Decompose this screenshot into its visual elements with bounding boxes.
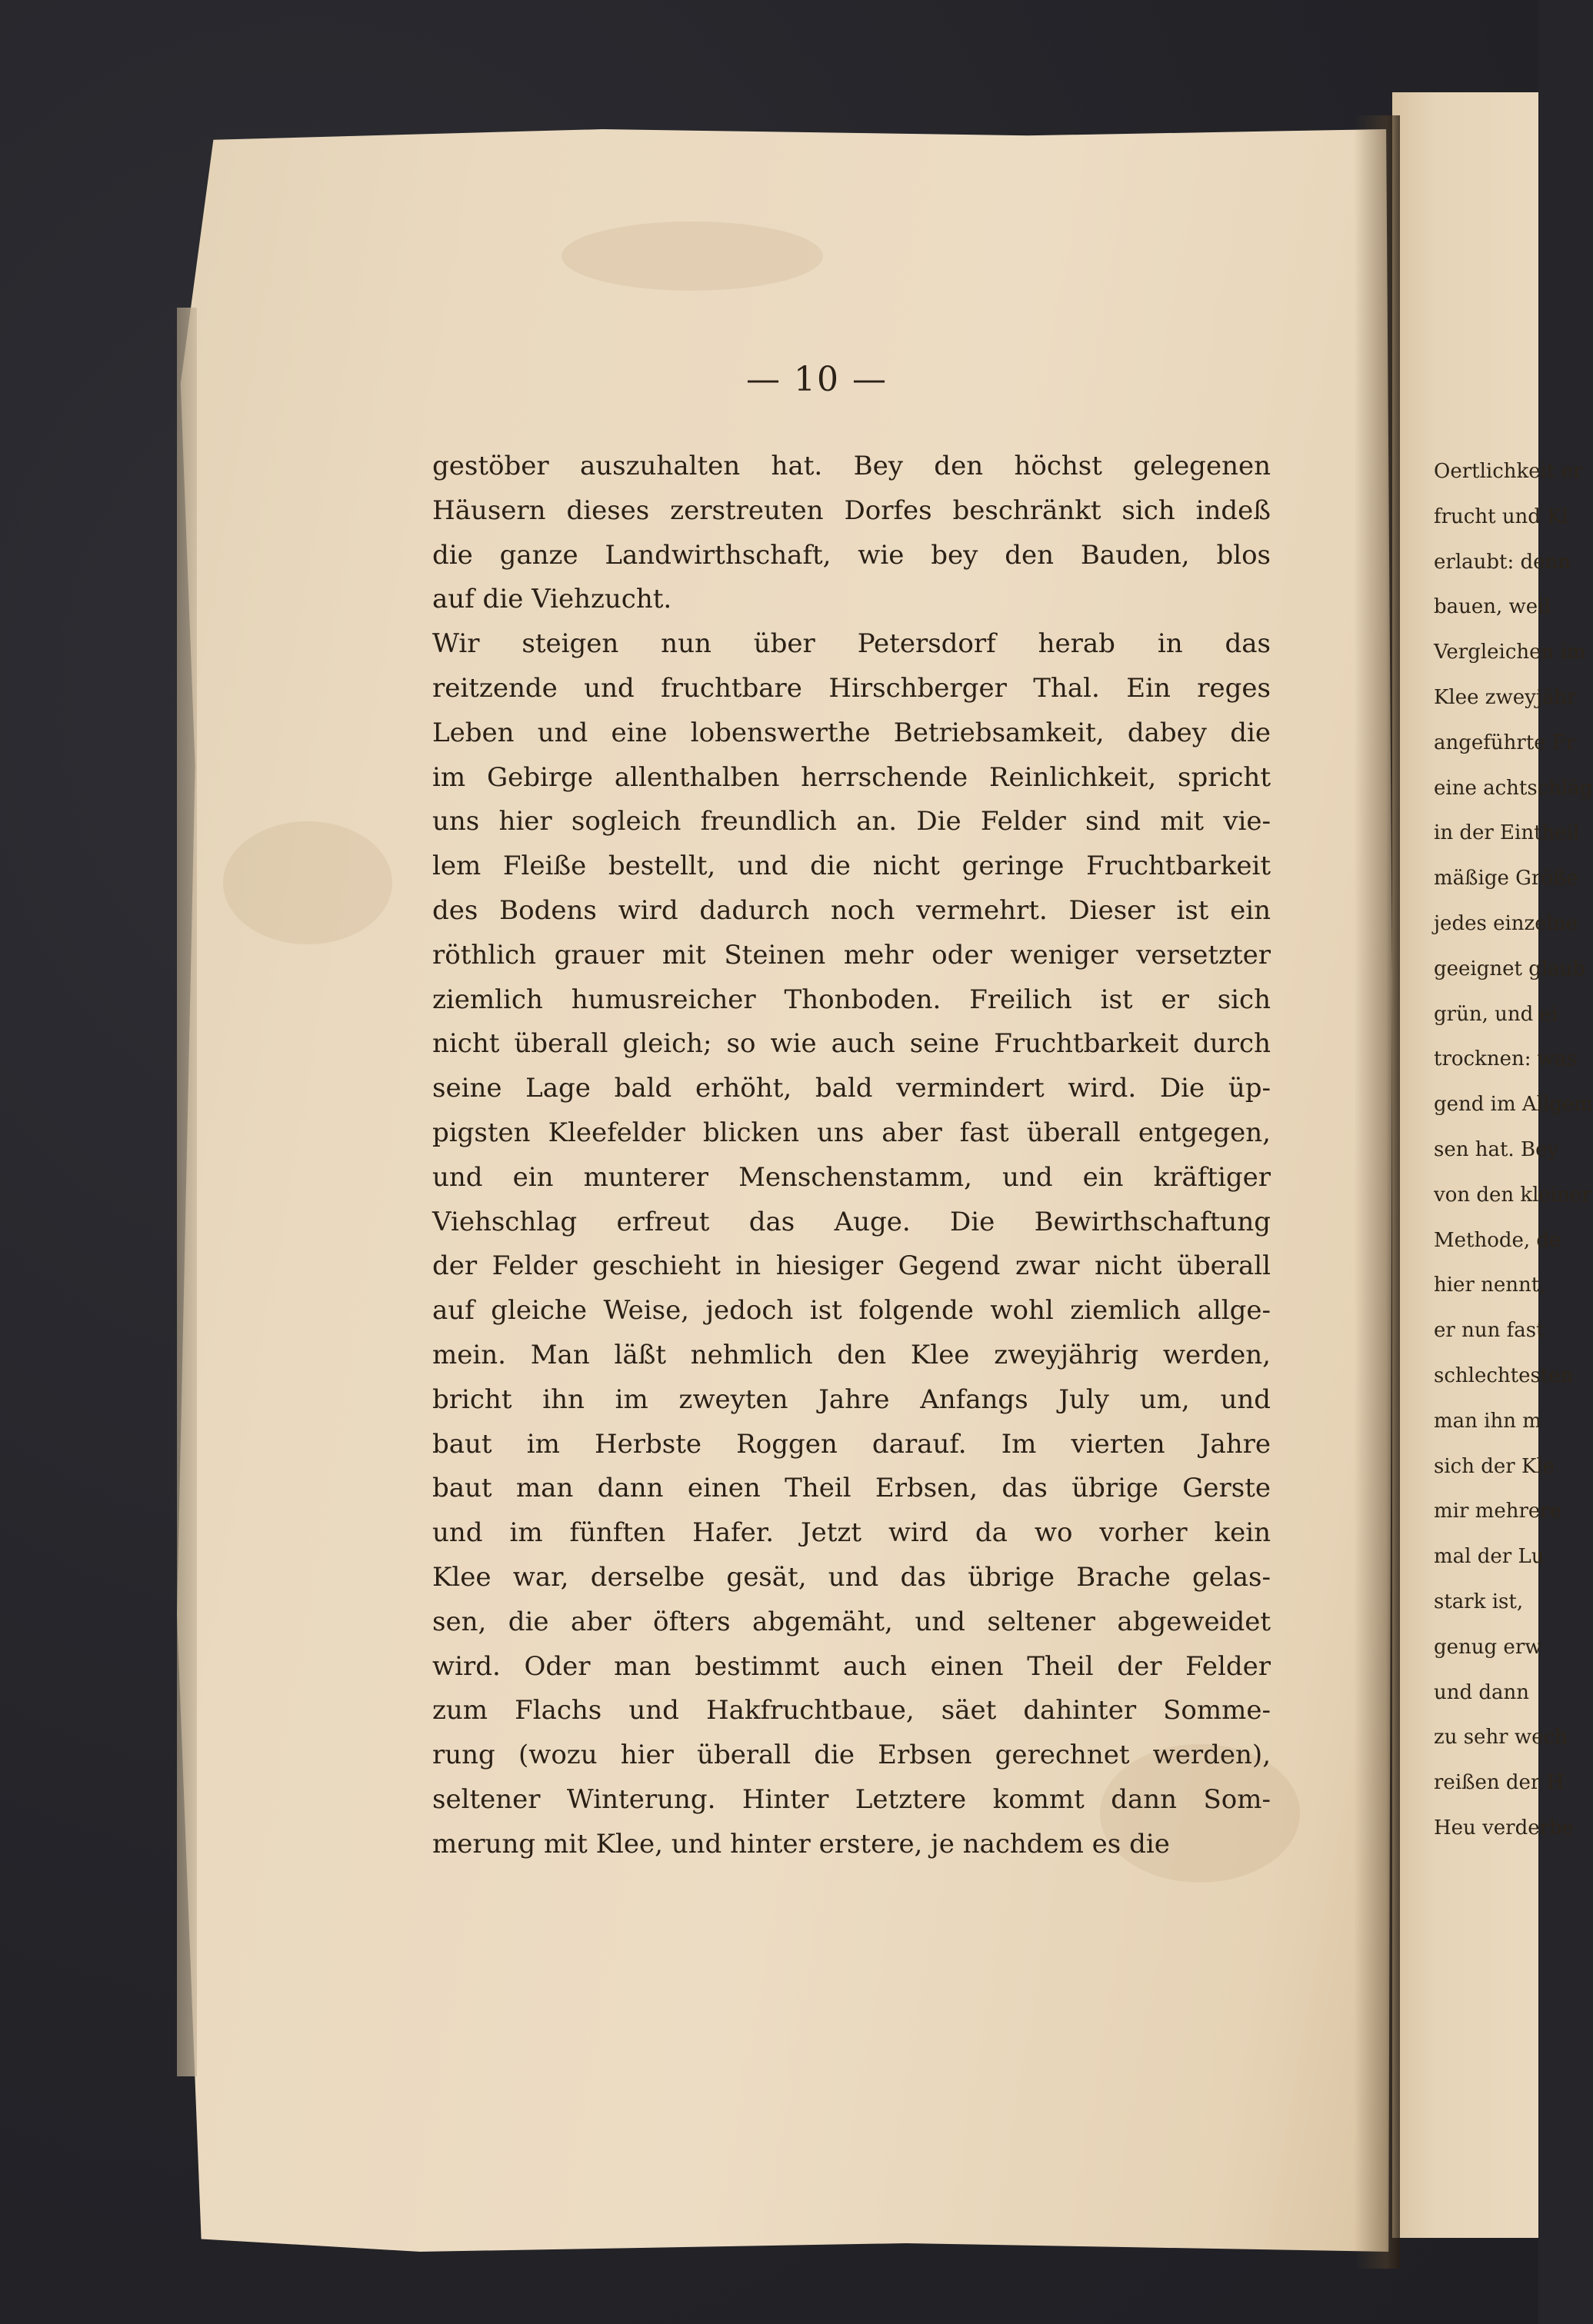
- text-line: reitzende und fruchtbare Hirschberger Thal. Ein reges: [432, 672, 1271, 704]
- facing-text-line: Klee zweyjähr: [1434, 686, 1577, 709]
- text-line: Wir steigen nun über Petersdorf herab in das: [432, 628, 1271, 660]
- facing-text-line: schlechtesten: [1434, 1364, 1574, 1387]
- text-line: zum Flachs und Hakfruchtbaue, säet dahinter Somme-: [432, 1695, 1271, 1726]
- facing-text-line: eine achtschläg: [1434, 776, 1593, 800]
- facing-text-line: Heu verderbe: [1434, 1816, 1575, 1840]
- text-line: nicht überall gleich; so wie auch seine Fruchtbarkeit durch: [432, 1028, 1271, 1060]
- facing-text-line: genug erw: [1434, 1635, 1542, 1659]
- facing-text-line: mal der Lu: [1434, 1545, 1545, 1569]
- text-line: auf die Viehzucht.: [432, 584, 672, 615]
- facing-text-line: gend im Allgem: [1434, 1093, 1593, 1117]
- text-line: röthlich grauer mit Steinen mehr oder weniger versetzter: [432, 939, 1271, 971]
- text-line: uns hier sogleich freundlich an. Die Felder sind mit vie-: [432, 806, 1271, 837]
- text-line: und im fünften Hafer. Jetzt wird da wo vorher kein: [432, 1517, 1271, 1549]
- text-line: ziemlich humusreicher Thonboden. Freilich ist er sich: [432, 984, 1271, 1015]
- page-number: — 10 —: [746, 360, 888, 399]
- text-line: baut im Herbste Roggen darauf. Im vierten Jahre: [432, 1428, 1271, 1460]
- text-line: auf gleiche Weise, jedoch ist folgende wohl ziemlich allge-: [432, 1295, 1271, 1327]
- text-line: des Bodens wird dadurch noch vermehrt. Dieser ist ein: [432, 894, 1271, 926]
- text-line: der Felder geschieht in hiesiger Gegend zwar nicht überall: [432, 1250, 1271, 1282]
- body-text: [432, 444, 1271, 1867]
- text-line: merung mit Klee, und hinter erstere, je nachdem es die: [432, 1828, 1170, 1860]
- text-line: seltener Winterung. Hinter Letztere kommt dann Som-: [432, 1783, 1271, 1815]
- facing-text-line: frucht und Kl: [1434, 504, 1568, 528]
- facing-text-line: jedes einzelne: [1434, 912, 1578, 935]
- page-edge: [177, 308, 197, 2076]
- text-line: mein. Man läßt nehmlich den Klee zweyjährig werden,: [432, 1339, 1271, 1370]
- facing-text-line: von den kleiner: [1434, 1183, 1591, 1207]
- facing-text-line: Oertlichkeit er: [1434, 460, 1583, 483]
- text-line: bricht ihn im zweyten Jahre Anfangs July um, und: [432, 1383, 1271, 1415]
- facing-text-line: geeignet glaub: [1434, 957, 1586, 981]
- facing-text-line: Vergleichen im: [1434, 641, 1586, 664]
- text-line: im Gebirge allenthalben herrschende Reinlichkeit, spricht: [432, 761, 1271, 793]
- facing-text-line: sich der Kle: [1434, 1454, 1555, 1478]
- text-line: Leben und eine lobenswerthe Betriebsamkeit, dabey die: [432, 717, 1271, 748]
- text-line: und ein munterer Menschenstamm, und ein kräftiger: [432, 1161, 1271, 1193]
- text-line: rung (wozu hier überall die Erbsen gerechnet werden),: [432, 1740, 1271, 1771]
- facing-text-line: mäßige Größe: [1434, 867, 1578, 891]
- text-line: pigsten Kleefelder blicken uns aber fast überall entgegen,: [432, 1117, 1271, 1148]
- paper-stain: [562, 221, 823, 291]
- facing-text-line: sen hat. Bey: [1434, 1138, 1559, 1161]
- text-line: lem Fleiße bestellt, und die nicht geringe Fruchtbarkeit: [432, 851, 1271, 882]
- text-line: Viehschlag erfreut das Auge. Die Bewirthschaftung: [432, 1206, 1271, 1237]
- text-line: Häusern dieses zerstreuten Dorfes beschränkt sich indeß: [432, 494, 1271, 526]
- facing-text-line: und dann: [1434, 1680, 1530, 1704]
- facing-text-line: erlaubt: denn: [1434, 550, 1571, 574]
- facing-text-line: er nun fast: [1434, 1319, 1545, 1343]
- facing-text-line: Methode, de: [1434, 1228, 1561, 1252]
- book-spine-shadow: [1354, 115, 1400, 2269]
- text-line: die ganze Landwirthschaft, wie bey den Bauden, blos: [432, 539, 1271, 571]
- text-line: Klee war, derselbe gesät, und das übrige Brache gelas-: [432, 1561, 1271, 1593]
- text-line: seine Lage bald erhöht, bald vermindert wird. Die üp-: [432, 1073, 1271, 1104]
- text-line: sen, die aber öfters abgemäht, und seltener abgeweidet: [432, 1606, 1271, 1637]
- text-line: baut man dann einen Theil Erbsen, das übrige Gerste: [432, 1473, 1271, 1504]
- facing-page: [1392, 92, 1593, 2238]
- facing-text-line: man ihn m: [1434, 1409, 1541, 1433]
- paper-stain: [223, 821, 392, 944]
- facing-text-line: stark ist,: [1434, 1590, 1524, 1613]
- facing-text-line: bauen, weil: [1434, 595, 1551, 619]
- facing-text-line: grün, und ei: [1434, 1002, 1558, 1026]
- text-line: gestöber auszuhalten hat. Bey den höchst gelegenen: [432, 451, 1271, 481]
- facing-text-line: angeführte Fr: [1434, 731, 1576, 754]
- facing-text-line: trocknen: was: [1434, 1047, 1577, 1071]
- facing-text-line: in der Eintheil: [1434, 821, 1580, 845]
- facing-text-line: hier nennt,: [1434, 1274, 1546, 1297]
- facing-text-line: zu sehr wech: [1434, 1726, 1568, 1750]
- facing-text-line: mir mehrere: [1434, 1500, 1562, 1523]
- facing-text-line: reißen der H: [1434, 1771, 1565, 1795]
- text-line: wird. Oder man bestimmt auch einen Theil der Felder: [432, 1650, 1271, 1682]
